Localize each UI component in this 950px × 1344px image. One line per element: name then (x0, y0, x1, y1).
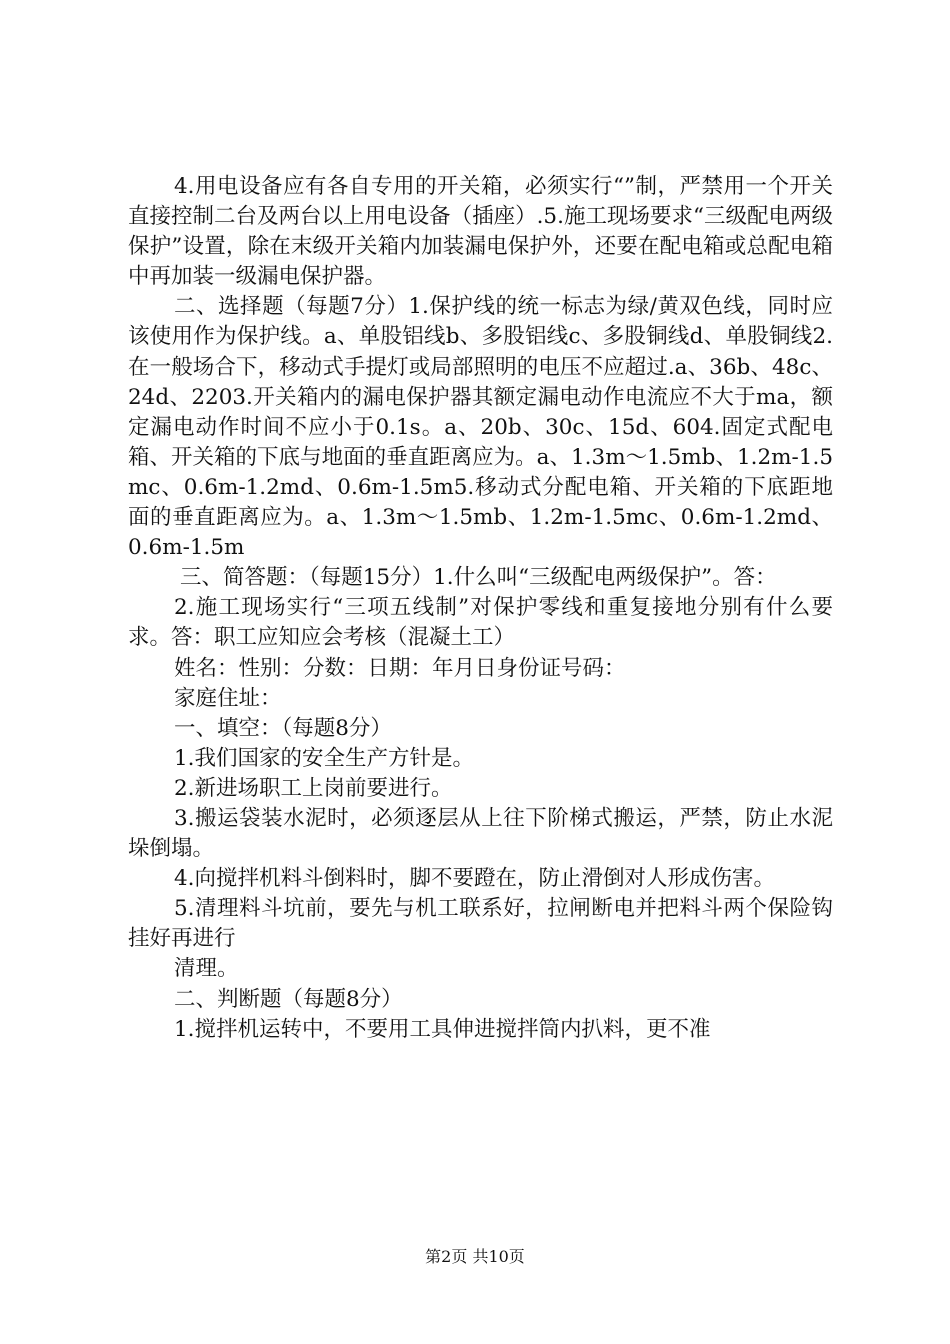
paragraph-choice-questions: 二、选择题（每题7分）1.保护线的统一标志为绿/黄双色线，同时应该使用作为保护线。a、单股铝线b、多股铝线c、多股铜线d、单股铜线2.在一般场合下，移动式手提灯或局部照明的电压不应超过.a、36b、48c、24d、2203.开关箱内的漏电保护器其额定漏电动作电流应不大于ma，额定漏电动作时间不应小于0.1s。a、20b、30c、15d、604.固定式配电箱、开关箱的下底与地面的垂直距离应为。a、1.3m～1.5mb、1.2m-1.5mc、0.6m-1.2md、0.6m-1.5m5.移动式分配电箱、开关箱的下底距地面的垂直距离应为。a、1.3m～1.5mb、1.2m-1.5mc、0.6m-1.2md、0.6m-1.5m (128, 294, 833, 561)
list-item-continuation: 清理。 (174, 956, 239, 982)
paragraph-short-answer: 三、简答题：（每题15分）1.什么叫“三级配电两级保护”。答： (180, 565, 777, 591)
list-item: 1.我们国家的安全生产方针是。 (174, 745, 475, 771)
list-item: 3.搬运袋装水泥时，必须逐层从上往下阶梯式搬运，严禁，防止水泥垛倒塌。 (128, 805, 833, 862)
document-body (128, 172, 833, 1045)
paragraph-personal-info: 姓名：性别：分数：日期：年月日身份证号码： (174, 655, 626, 681)
section-heading-fill-blank: 一、填空：（每题8分） (174, 715, 392, 741)
paragraph-home-address: 家庭住址： (174, 685, 282, 711)
list-item: 5.清理料斗坑前，要先与机工联系好，拉闸断电并把料斗两个保险钩挂好再进行 (128, 896, 833, 952)
section-heading-true-false: 二、判断题（每题8分） (174, 986, 403, 1012)
page-number-footer: 第2页 共10页 (425, 1247, 525, 1266)
list-item: 1.搅拌机运转中，不要用工具伸进搅拌筒内扒料，更不准 (174, 1016, 711, 1042)
paragraph-electrical-rules: 4.用电设备应有各自专用的开关箱，必须实行“”制，严禁用一个开关直接控制二台及两台以上用电设备（插座）.5.施工现场要求“三级配电两级保护”设置，除在末级开关箱内加装漏电保护外，还要在配电箱或总配电箱中再加装一级漏电保护器。 (128, 174, 833, 290)
paragraph-three-phase-question: 2.施工现场实行“三项五线制”对保护零线和重复接地分别有什么要求。答：职工应知应会考核（混凝土工） (128, 595, 833, 651)
list-item: 2.新进场职工上岗前要进行。 (174, 775, 453, 801)
list-item: 4.向搅拌机料斗倒料时，脚不要蹬在，防止滑倒对人形成伤害。 (174, 866, 776, 892)
